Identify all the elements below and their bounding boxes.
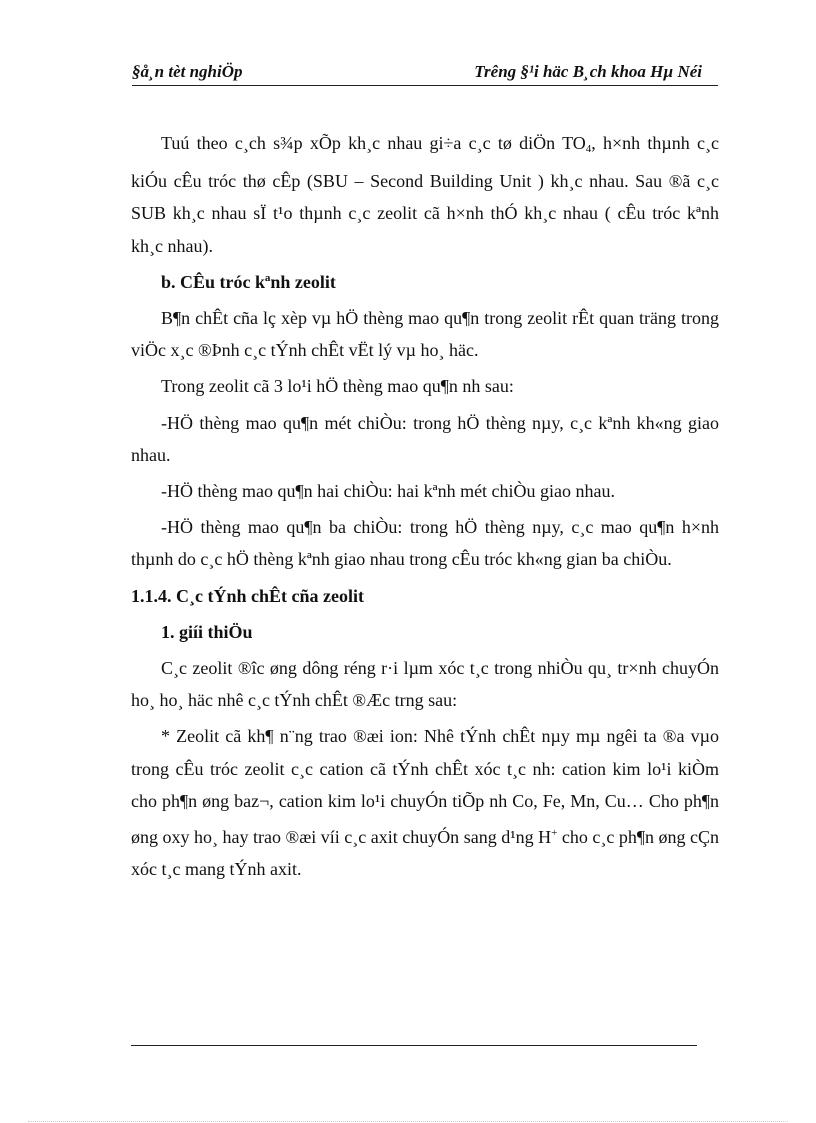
page-header xyxy=(132,60,716,86)
superscript-plus: + xyxy=(551,827,558,840)
paragraph-ion-exchange xyxy=(131,720,719,885)
header-right-title: Trêng §¹i häc B¸ch khoa Hµ Néi xyxy=(474,62,702,81)
paragraph-pore-nature: B¶n chÊt cña lç xèp vµ hÖ thèng mao qu¶n trong zeolit rÊt quan träng trong viÖc x¸c ®Þnh c¸c tÝnh chÊt vËt lý vµ ho¸ häc. xyxy=(131,308,719,361)
paragraph-sbu-text-a: Tuú theo c¸ch s¾p xÕp kh¸c nhau gi÷a c¸c tø diÖn TO xyxy=(161,133,586,153)
subscript-4: 4 xyxy=(585,143,592,155)
paragraph-catalysis-use: C¸c zeolit ®îc øng dông réng r·i lµm xóc t¸c trong nhiÒu qu¸ tr×nh chuyÓn ho¸ ho¸ häc nhê c¸c tÝnh chÊt ®Æc trng sau: xyxy=(131,658,719,711)
paragraph-ion-exchange-text-a: * Zeolit cã kh¶ n¨ng trao ®æi ion: Nhê tÝnh chÊt nµy mµ ngêi ta ®a vµo trong cÊu tróc zeolit c¸c cation cã tÝnh chÊt xóc t¸c nh: cation kim lo¹i kiÒm cho ph¶n øng baz¬, cation kim lo¹i chuyÓn tiÕp nh Co, Fe, Mn, Cu… Cho ph¶n øng oxy ho¸ hay trao ®æi víi c¸c axit chuyÓn sang d¹ng H xyxy=(131,726,719,848)
document-body xyxy=(131,127,719,889)
page-bottom-edge xyxy=(28,1121,788,1122)
footer-rule xyxy=(131,1045,697,1046)
paragraph-two-dimensional: -HÖ thèng mao qu¶n hai chiÒu: hai kªnh mét chiÒu giao nhau. xyxy=(161,481,616,502)
heading-channel-structure: b. CÊu tróc kªnh zeolit xyxy=(161,271,336,292)
paragraph-one-dimensional: -HÖ thèng mao qu¶n mét chiÒu: trong hÖ thèng nµy, c¸c kªnh kh«ng giao nhau. xyxy=(131,412,719,465)
header-left-title: §å¸n tèt nghiÖp xyxy=(132,62,243,81)
paragraph-ion-exchange-text-b: cho c¸c ph¶n øng cÇn xóc t¸c mang tÝnh axit. xyxy=(131,827,719,880)
heading-introduction: 1. giíi thiÖu xyxy=(161,621,253,642)
paragraph-sbu-text-b: , h×nh thµnh c¸c kiÓu cÊu tróc thø cÊp (SBU – Second Building Unit ) kh¸c nhau. Sau ®ã c¸c SUB kh¸c nhau sÏ t¹o thµnh c¸c zeolit cã h×nh thÓ kh¸c nhau ( cÊu tróc kªnh kh¸c nhau). xyxy=(131,133,719,256)
header-rule xyxy=(132,85,718,86)
paragraph-sbu xyxy=(131,127,719,262)
paragraph-three-types: Trong zeolit cã 3 lo¹i hÖ thèng mao qu¶n nh sau: xyxy=(161,376,514,397)
heading-section-1-1-4: 1.1.4. C¸c tÝnh chÊt cña zeolit xyxy=(131,585,364,606)
paragraph-three-dimensional: -HÖ thèng mao qu¶n ba chiÒu: trong hÖ thèng nµy, c¸c mao qu¶n h×nh thµnh do c¸c hÖ thèng kªnh giao nhau trong cÊu tróc kh«ng gian ba chiÒu. xyxy=(131,517,719,570)
